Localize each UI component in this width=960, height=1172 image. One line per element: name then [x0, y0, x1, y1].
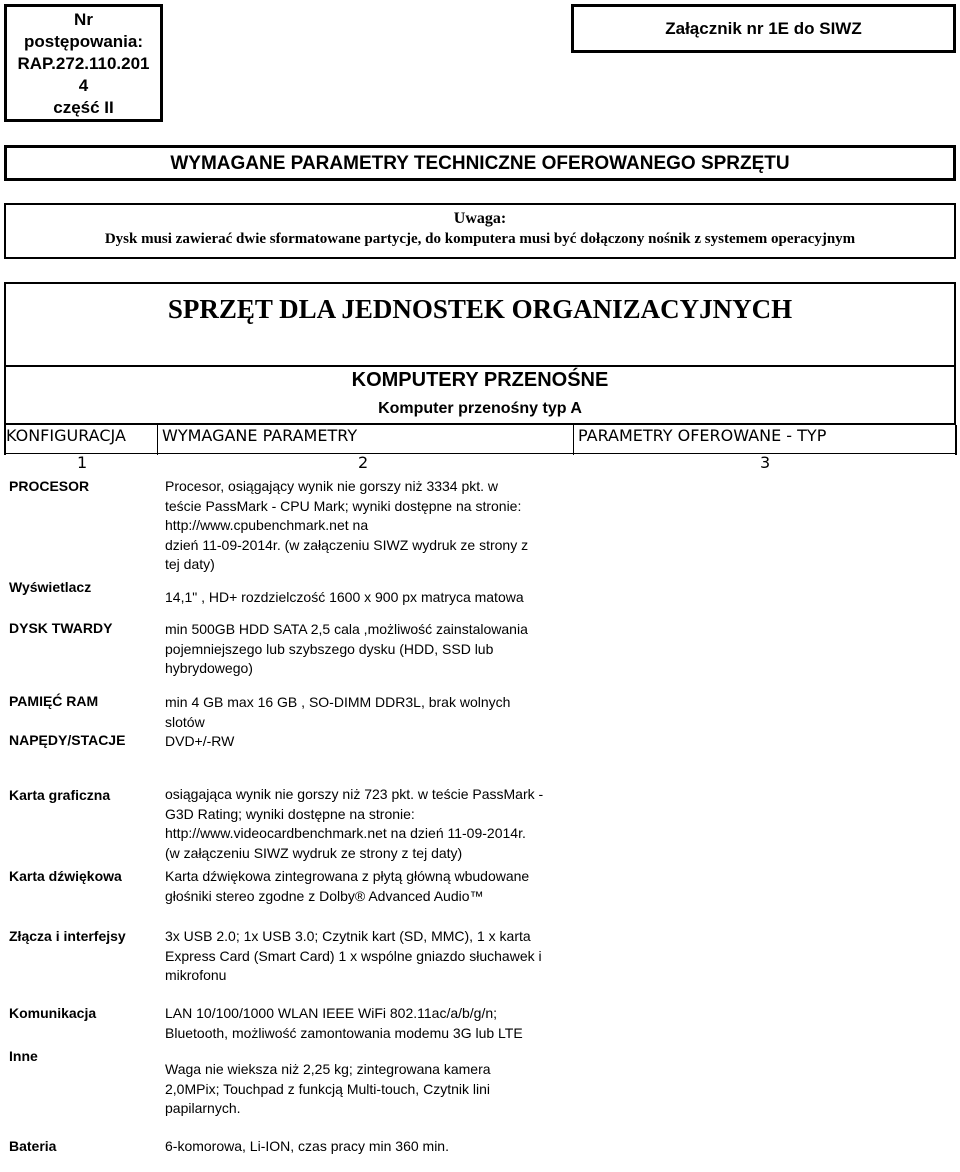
spec-value: min 500GB HDD SATA 2,5 cala ,możliwość zainstalowania pojemniejszego lub szybszego dysku (HDD, SSD lub hybrydowego): [165, 621, 528, 676]
spec-label: Bateria: [9, 1138, 57, 1154]
spec-value: 14,1" , HD+ rozdzielczość 1600 x 900 px matryca matowa: [165, 589, 524, 605]
spec-label: NAPĘDY/STACJE: [9, 732, 126, 748]
column-header-oferowane: PARAMETRY OFEROWANE - TYP: [578, 426, 827, 445]
spec-label: Inne: [9, 1048, 38, 1064]
spec-label: Karta graficzna: [9, 787, 111, 803]
column-header-konfiguracja: KONFIGURACJA: [6, 426, 126, 445]
uwaga-note: [4, 203, 956, 259]
column-header-wymagane: WYMAGANE PARAMETRY: [162, 426, 358, 445]
uwaga-heading: Uwaga:: [453, 210, 507, 227]
spec-label: Wyświetlacz: [9, 579, 92, 595]
spec-value: LAN 10/100/1000 WLAN IEEE WiFi 802.11ac/a/b/g/n; Bluetooth, możliwość zamontowania modemu 3G lub LTE: [165, 1005, 523, 1041]
nr-line: Nr: [74, 10, 93, 29]
column-divider: [4, 425, 6, 455]
zalacznik-label: Załącznik nr 1E do SIWZ: [665, 19, 862, 38]
spec-label: PAMIĘĆ RAM: [9, 693, 99, 709]
subcategory-title: Komputer przenośny typ A: [378, 400, 582, 417]
nr-line: postępowania:: [23, 32, 143, 51]
spec-value: Karta dźwiękowa zintegrowana z płytą główną wbudowane głośniki stereo zgodne z Dolby® Advanced Audio™: [165, 868, 530, 904]
document-title-text: WYMAGANE PARAMETRY TECHNICZNE OFEROWANEGO SPRZĘTU: [170, 153, 790, 174]
spec-value: Waga nie wieksza niż 2,25 kg; zintegrowana kamera 2,0MPix; Touchpad z funkcją Multi-touch, Czytnik lini papilarnych.: [165, 1061, 491, 1116]
spec-label: Karta dźwiękowa: [9, 868, 122, 884]
spec-value: 6-komorowa, Li-ION, czas pracy min 360 min.: [165, 1138, 449, 1154]
section-title-text: SPRZĘT DLA JEDNOSTEK ORGANIZACYJNYCH: [167, 294, 793, 324]
nr-line: część II: [53, 98, 114, 117]
spec-value: osiągająca wynik nie gorszy niż 723 pkt. w teście PassMark - G3D Rating; wyniki dostępne na stronie: http://www.videocardbenchmark.net na dzień 11-09-2014r. (w załączeniu SIWZ wydruk ze strony z tej daty): [165, 786, 544, 861]
column-divider: [157, 425, 158, 455]
nr-line: RAP.272.110.201: [17, 54, 150, 73]
column-number-1: 1: [77, 453, 88, 472]
zalacznik-box: [571, 4, 956, 53]
blank-row: [4, 333, 956, 367]
uwaga-text: Dysk musi zawierać dwie sformatowane partycje, do komputera musi być dołączony nośnik z systemem operacyjnym: [104, 231, 856, 247]
category-title: KOMPUTERY PRZENOŚNE: [351, 369, 609, 391]
spec-label: Złącza i interfejsy: [9, 928, 126, 944]
column-divider: [955, 425, 957, 455]
nr-postepowania-box: [4, 4, 163, 122]
document-title: [4, 145, 956, 181]
column-divider: [573, 425, 574, 455]
spec-value: Procesor, osiągający wynik nie gorszy niż 3334 pkt. w teście PassMark - CPU Mark; wyniki dostępne na stronie: http://www.cpubenchmark.net na dzień 11-09-2014r. (w załączeniu SIWZ wydruk ze strony z tej daty): [165, 478, 529, 572]
section-title: [4, 282, 956, 335]
column-number-2: 2: [358, 453, 369, 472]
header-bottom-line: [4, 453, 956, 454]
spec-label: DYSK TWARDY: [9, 620, 113, 636]
spec-value: 3x USB 2.0; 1x USB 3.0; Czytnik kart (SD, MMC), 1 x karta Express Card (Smart Card) 1 x wspólne gniazdo słuchawek i mikrofonu: [165, 928, 542, 983]
spec-label: PROCESOR: [9, 478, 90, 494]
spec-label: Komunikacja: [9, 1005, 97, 1021]
spec-value: min 4 GB max 16 GB , SO-DIMM DDR3L, brak wolnych slotów: [165, 694, 511, 730]
nr-line: 4: [78, 76, 89, 95]
column-number-3: 3: [760, 453, 771, 472]
spec-value: DVD+/-RW: [165, 733, 235, 749]
